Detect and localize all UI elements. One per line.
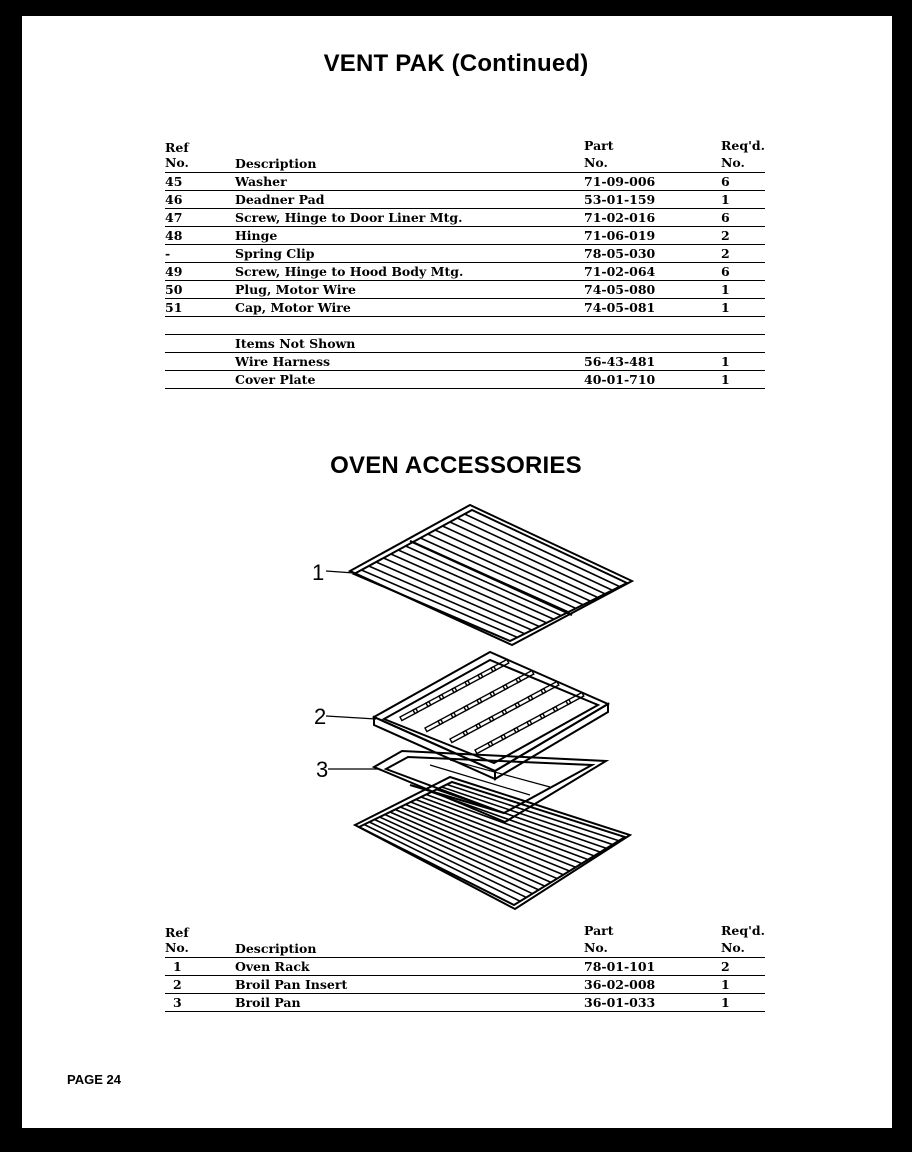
header-part-no: No. xyxy=(584,940,608,955)
header-part: Part xyxy=(584,138,614,153)
ref-cell: 46 xyxy=(165,192,183,207)
part-number-cell: 40-01-710 xyxy=(584,372,656,387)
ref-cell: 45 xyxy=(165,174,183,189)
table-row xyxy=(165,335,765,353)
table-row xyxy=(165,227,765,245)
description-cell: Washer xyxy=(235,174,287,189)
description-cell: Plug, Motor Wire xyxy=(235,282,357,297)
description-cell: Oven Rack xyxy=(235,959,310,974)
quantity-cell: 1 xyxy=(721,354,730,369)
part-number-cell: 71-02-016 xyxy=(584,210,656,225)
ref-cell: 51 xyxy=(165,300,183,315)
header-ref: Ref xyxy=(165,925,189,940)
callout-1: 1 xyxy=(312,560,325,585)
description-cell: Broil Pan xyxy=(235,995,301,1010)
description-cell: Cover Plate xyxy=(235,372,316,387)
table-header xyxy=(165,138,765,173)
header-part: Part xyxy=(584,923,614,938)
header-description: Description xyxy=(235,156,317,171)
ref-cell: 2 xyxy=(173,977,182,992)
callout-2: 2 xyxy=(314,704,327,729)
description-cell: Cap, Motor Wire xyxy=(235,300,351,315)
ref-cell: - xyxy=(165,246,171,261)
quantity-cell: 6 xyxy=(721,174,730,189)
oven-accessories-table xyxy=(165,923,765,1012)
quantity-cell: 1 xyxy=(721,995,730,1010)
description-cell: Deadner Pad xyxy=(235,192,325,207)
part-number-cell: 53-01-159 xyxy=(584,192,656,207)
header-reqd: Req'd. xyxy=(721,138,766,153)
ref-cell: 50 xyxy=(165,282,183,297)
vent-pak-table xyxy=(165,138,765,389)
part-number-cell: 78-05-030 xyxy=(584,246,656,261)
table-row xyxy=(165,299,765,317)
table-row xyxy=(165,976,765,994)
quantity-cell: 1 xyxy=(721,372,730,387)
part-number-cell: 71-09-006 xyxy=(584,174,656,189)
table-row xyxy=(165,281,765,299)
quantity-cell: 2 xyxy=(721,246,730,261)
table-row xyxy=(165,263,765,281)
table-row xyxy=(165,994,765,1012)
part-number-cell: 36-02-008 xyxy=(584,977,656,992)
oven-accessories-title: OVEN ACCESSORIES xyxy=(330,452,582,479)
table-row xyxy=(165,371,765,389)
table-row xyxy=(165,245,765,263)
description-cell: Wire Harness xyxy=(235,354,331,369)
part-number-cell: 56-43-481 xyxy=(584,354,656,369)
vent-pak-rows xyxy=(165,173,765,389)
quantity-cell: 6 xyxy=(721,264,730,279)
page-number: PAGE 24 xyxy=(67,1072,121,1087)
description-cell: Broil Pan Insert xyxy=(235,977,348,992)
table-header xyxy=(165,923,765,958)
table-row xyxy=(165,209,765,227)
header-ref: Ref xyxy=(165,140,189,155)
callout-3: 3 xyxy=(316,757,329,782)
description-cell: Spring Clip xyxy=(235,246,315,261)
description-cell: Items Not Shown xyxy=(235,336,356,351)
ref-cell: 48 xyxy=(165,228,183,243)
lower-oven-rack-drawing xyxy=(355,777,630,909)
table-row xyxy=(165,353,765,371)
table-row xyxy=(165,191,765,209)
ref-cell: 1 xyxy=(173,959,182,974)
part-number-cell: 74-05-080 xyxy=(584,282,656,297)
description-cell: Hinge xyxy=(235,228,278,243)
description-cell: Screw, Hinge to Door Liner Mtg. xyxy=(235,210,463,225)
quantity-cell: 1 xyxy=(721,300,730,315)
oven-rack-drawing xyxy=(350,505,632,645)
header-ref-no: No. xyxy=(165,940,189,955)
header-reqd-no: No. xyxy=(721,940,745,955)
quantity-cell: 1 xyxy=(721,282,730,297)
vent-pak-title: VENT PAK (Continued) xyxy=(323,50,589,77)
scan-edge xyxy=(0,1134,912,1152)
part-number-cell: 71-02-064 xyxy=(584,264,656,279)
ref-cell: 49 xyxy=(165,264,183,279)
table-row xyxy=(165,317,765,335)
quantity-cell: 2 xyxy=(721,959,730,974)
header-ref-no: No. xyxy=(165,155,189,170)
table-row xyxy=(165,173,765,191)
header-reqd: Req'd. xyxy=(721,923,766,938)
oven-accessories-illustration xyxy=(290,495,640,915)
header-description: Description xyxy=(235,941,317,956)
callout-leader-2 xyxy=(326,716,376,719)
quantity-cell: 1 xyxy=(721,977,730,992)
quantity-cell: 1 xyxy=(721,192,730,207)
part-number-cell: 74-05-081 xyxy=(584,300,656,315)
ref-cell: 3 xyxy=(173,995,182,1010)
part-number-cell: 71-06-019 xyxy=(584,228,656,243)
quantity-cell: 2 xyxy=(721,228,730,243)
quantity-cell: 6 xyxy=(721,210,730,225)
ref-cell: 47 xyxy=(165,210,183,225)
part-number-cell: 36-01-033 xyxy=(584,995,656,1010)
description-cell: Screw, Hinge to Hood Body Mtg. xyxy=(235,264,464,279)
header-reqd-no: No. xyxy=(721,155,745,170)
part-number-cell: 78-01-101 xyxy=(584,959,656,974)
header-part-no: No. xyxy=(584,155,608,170)
oven-accessories-rows xyxy=(165,958,765,1012)
table-row xyxy=(165,958,765,976)
